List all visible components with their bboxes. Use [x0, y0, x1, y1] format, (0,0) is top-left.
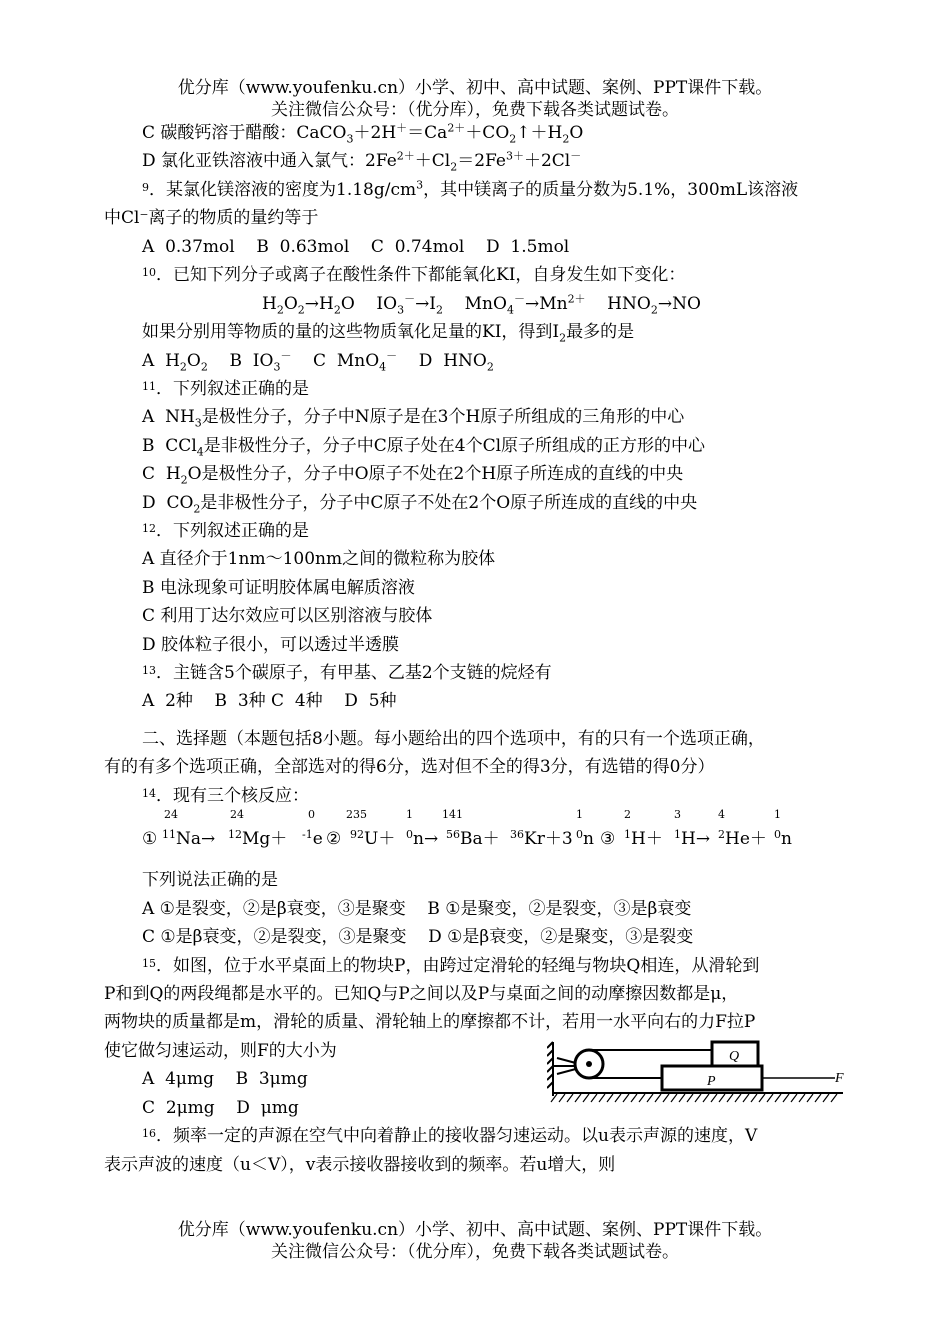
hatch-line [767, 1094, 773, 1102]
q12-option-a: A 直径介于1nm～100nm之间的微粒称为胶体 [142, 549, 496, 569]
q14-options-ab: A ①是裂变，②是β衰变，③是聚变 B ①是聚变，②是裂变，③是β衰变 [142, 899, 692, 919]
hatch-line [631, 1094, 637, 1102]
section2-heading-line-1: 二、选择题（本题包括8小题。每小题给出的四个选项中，有的只有一个选项正确， [142, 729, 765, 749]
hatch-line [695, 1094, 701, 1102]
header-line-2: 关注微信公众号：（优分库），免费下载各类试题试卷。 [271, 100, 679, 120]
q15-number: 15 [142, 957, 156, 970]
q11-option-a: A $NH_3$是极性分子，分子中N原子是在3个H原子所组成的三角形的中心 [142, 407, 685, 430]
footer-line-1: 优分库（www.youfenku.cn）小学、初中、高中试题、案例、PPT课件下载。 [177, 1220, 773, 1240]
hatch-line [671, 1094, 677, 1102]
q14-reactions: ① 24 $^{11}$Na→ 24 $^{12}$Mg＋ 0 $^{-1}$e ② 235 $^{92}$U＋ 1 $^0$n→ 141 $^{56}$Ba＋ $^{36}$Kr＋3 1 $^0$n ③ 2 $^1$H＋ 3 $^1$H→ 4 $^2$He＋ 1 $^0$n [142, 808, 792, 849]
hatch-line [647, 1094, 653, 1102]
q11-option-b: B CCl$_4$是非极性分子，分子中C原子处在4个Cl原子所组成的正方形的中心 [142, 436, 706, 459]
hatch-line [783, 1094, 789, 1102]
hatch-line [703, 1094, 709, 1102]
hatch-line [823, 1094, 829, 1102]
q10-question: 如果分别用等物质的量的这些物质氧化足量的KI，得到$I_2$最多的是 [142, 322, 635, 345]
q15-options-ab: A 4μmg B 3μmg [142, 1069, 308, 1089]
hatch-line [751, 1094, 757, 1102]
q9-stem-line-1: $^9$．某氯化镁溶液的密度为$1.18g/cm^3$，其中镁离子的质量分数为5.1%，300mL该溶液 [142, 178, 799, 200]
q10-reactions: $H_2O_2\to H_2O$ $IO_3^-\to I_2$ $MnO_4^-\to Mn^{2+}$ $HNO_2\to NO$ [262, 292, 701, 317]
hatch-line [799, 1094, 805, 1102]
q11-option-d: D $CO_2$是非极性分子，分子中C原子不处在2个O原子所连成的直线的中央 [142, 493, 698, 516]
q15-stem-line-4: 使它做匀速运动，则F的大小为 [104, 1041, 337, 1061]
pulley-block-diagram [547, 1038, 847, 1106]
hatch-line [567, 1094, 573, 1102]
hatch-line [687, 1094, 693, 1102]
hatch-line [831, 1094, 837, 1102]
q16-stem-line-1: $^{16}$．频率一定的声源在空气中向着静止的接收器匀速运动。以u表示声源的速度，V [142, 1126, 758, 1146]
q14-stem: $^{14}$．现有三个核反应： [142, 786, 309, 806]
hatch-line [759, 1094, 765, 1102]
force-label: F [835, 1071, 844, 1086]
hatch-line [639, 1094, 645, 1102]
q12-stem: $^{12}$．下列叙述正确的是 [142, 521, 309, 541]
q8-option-d: D 氯化亚铁溶液中通入氯气：$2Fe^{2+}+Cl_2=2Fe^{3+}+2Cl^-$ [142, 149, 582, 174]
hatch-line [623, 1094, 629, 1102]
hatch-line [775, 1094, 781, 1102]
q10-number: 10 [142, 266, 156, 279]
hatch-line [815, 1094, 821, 1102]
section2-heading-line-2: 有的有多个选项正确，全部选对的得6分，选对但不全的得3分，有选错的得0分） [104, 757, 715, 777]
hatch-line [607, 1094, 613, 1102]
block-p-label: P [707, 1074, 716, 1089]
q11-option-c: C $H_2O$是极性分子，分子中O原子不处在2个H原子所连成的直线的中央 [142, 464, 684, 487]
q12-option-c: C 利用丁达尔效应可以区别溶液与胶体 [142, 606, 433, 626]
q14-options-cd: C ①是β衰变，②是裂变，③是聚变 D ①是β衰变，②是聚变，③是裂变 [142, 927, 694, 947]
q10-options: A $H_2O_2$ B $IO_3^-$ C MnO$_4$－ D $HNO_2$ [142, 349, 494, 374]
hatch-line [599, 1094, 605, 1102]
hatch-line [559, 1094, 565, 1102]
hatch-line [743, 1094, 749, 1102]
hatch-line [591, 1094, 597, 1102]
q15-options-cd: C 2μmg D μmg [142, 1098, 299, 1118]
hatch-line [679, 1094, 685, 1102]
q12-option-d: D 胶体粒子很小，可以透过半透膜 [142, 635, 400, 655]
q12-number: 12 [142, 522, 156, 535]
hatch-line [663, 1094, 669, 1102]
hatch-line [615, 1094, 621, 1102]
q15-stem-line-2: P和到Q的两段绳都是水平的。已知Q与P之间以及P与桌面之间的动摩擦因数都是μ， [104, 984, 739, 1004]
q11-number: 11 [142, 380, 156, 393]
hatch-line [711, 1094, 717, 1102]
q11-stem: $^{11}$．下列叙述正确的是 [142, 379, 309, 399]
q14-prompt: 下列说法正确的是 [142, 870, 278, 890]
hatch-line [719, 1094, 725, 1102]
q8-option-c: C 碳酸钙溶于醋酸：$CaCO_3+2H^+=Ca^{2+}+CO_2↑+H_2O$ [142, 121, 584, 146]
header-line-1: 优分库（www.youfenku.cn）小学、初中、高中试题、案例、PPT课件下载。 [177, 78, 773, 98]
hatch-line [791, 1094, 797, 1102]
q9-number: 9 [142, 181, 149, 194]
block-q-label: Q [729, 1049, 740, 1064]
q13-number: 13 [142, 664, 156, 677]
q13-options: A 2种 B 3种 C 4种 D 5种 [142, 691, 397, 711]
hatch-line [583, 1094, 589, 1102]
wall [547, 1042, 553, 1096]
hatch-line [727, 1094, 733, 1102]
footer-line-2: 关注微信公众号：（优分库），免费下载各类试题试卷。 [271, 1242, 679, 1262]
q14-number: 14 [142, 787, 156, 800]
hatch-line [655, 1094, 661, 1102]
q10-stem: $^{10}$．已知下列分子或离子在酸性条件下都能氧化KI，自身发生如下变化： [142, 265, 686, 285]
q16-number: 16 [142, 1127, 156, 1140]
q9-stem-line-2: 中Cl⁻离子的物质的量约等于 [104, 208, 319, 228]
hatch-line [575, 1094, 581, 1102]
q9-options: A 0.37mol B 0.63mol C 0.74mol D 1.5mol [142, 237, 570, 257]
q13-stem: $^{13}$．主链含5个碳原子，有甲基、乙基2个支链的烷烃有 [142, 663, 552, 683]
q16-stem-line-2: 表示声波的速度（u＜V），v表示接收器接收到的频率。若u增大，则 [104, 1155, 616, 1175]
q15-stem-line-1: $^{15}$．如图，位于水平桌面上的物块P，由跨过定滑轮的轻绳与物块Q相连，从滑轮到 [142, 956, 760, 976]
hatch-line [735, 1094, 741, 1102]
q12-option-b: B 电泳现象可证明胶体属电解质溶液 [142, 578, 415, 598]
q15-stem-line-3: 两物块的质量都是m，滑轮的质量、滑轮轴上的摩擦都不计，若用一水平向右的力F拉P [104, 1012, 756, 1032]
hatch-line [807, 1094, 813, 1102]
table-hatching [551, 1094, 837, 1102]
